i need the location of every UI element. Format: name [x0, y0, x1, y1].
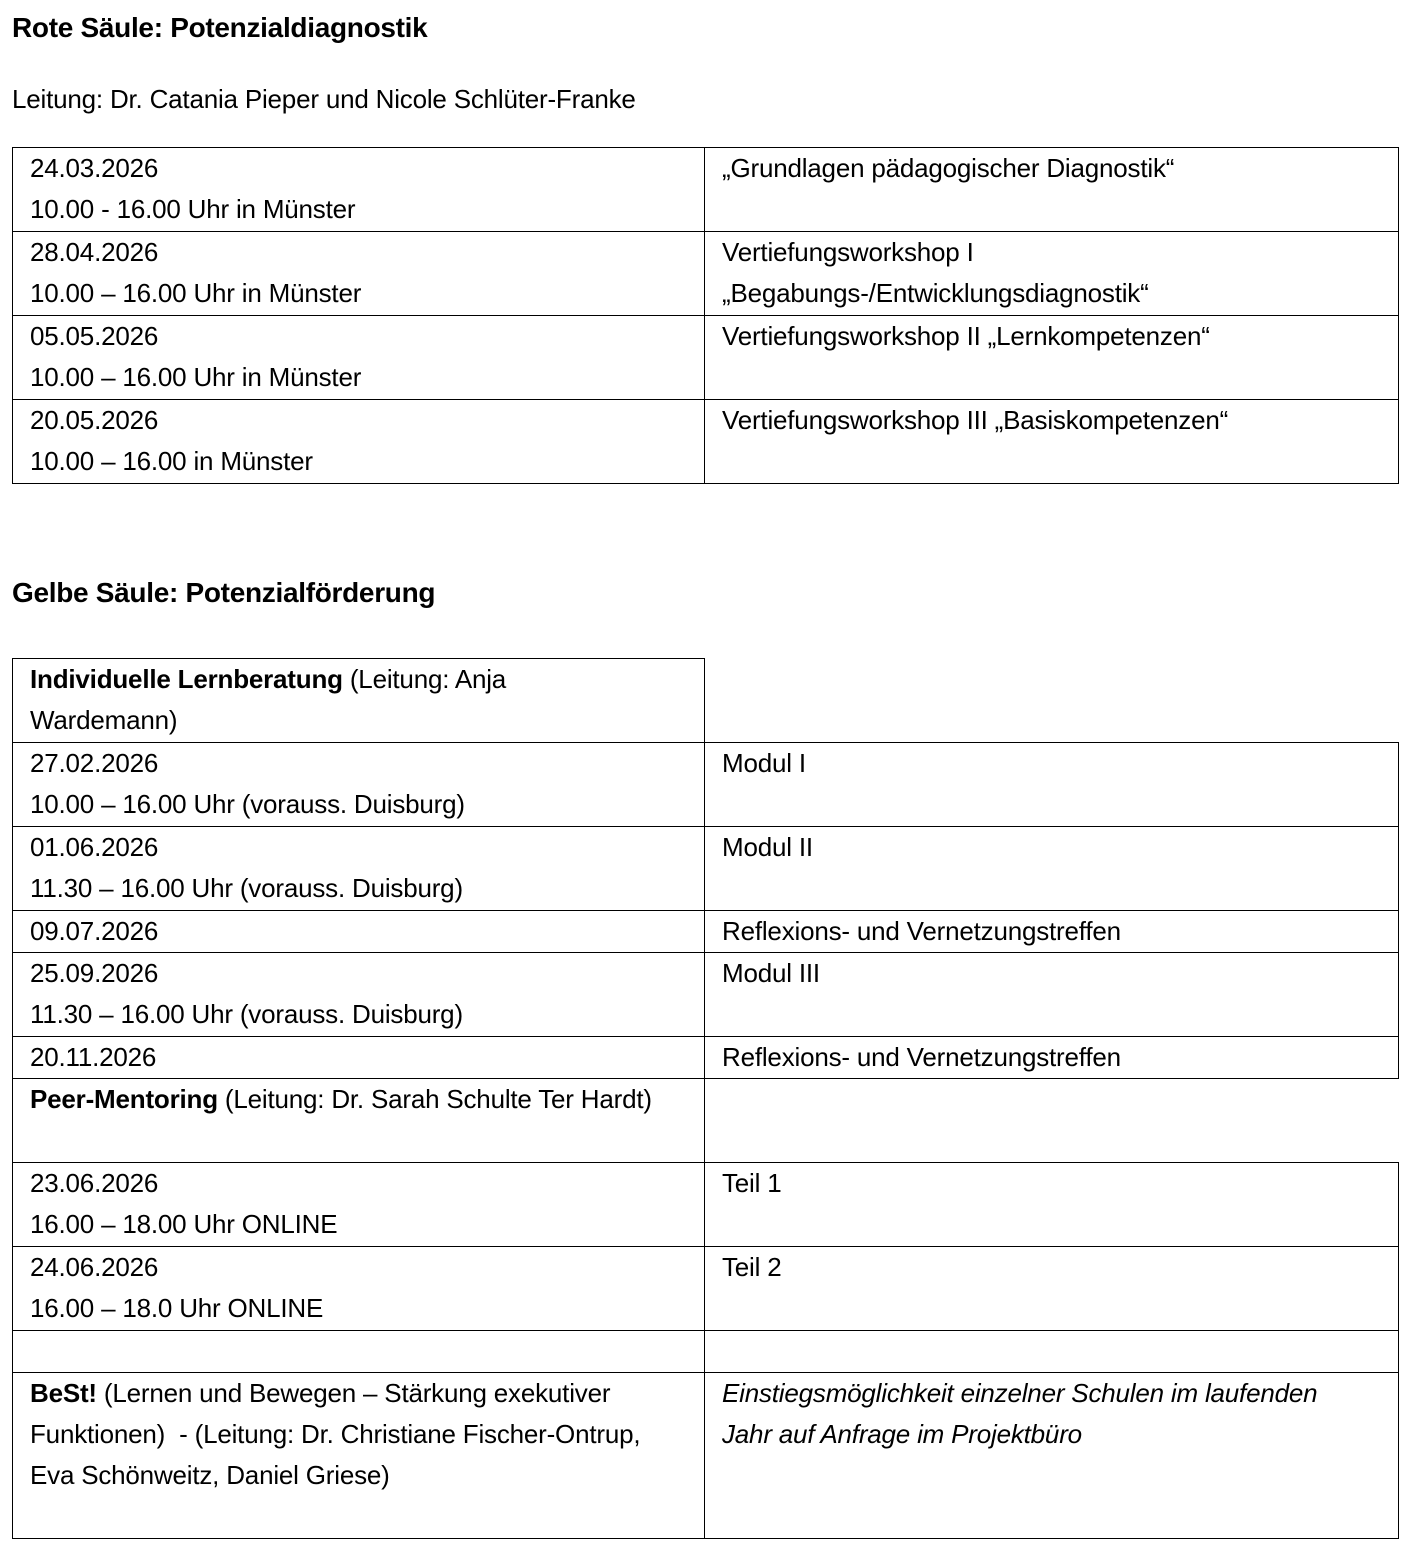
- event-time: 10.00 - 16.00 Uhr in Münster: [30, 194, 356, 224]
- event-date: 24.03.2026: [30, 153, 159, 183]
- section-header-row: [13, 659, 1399, 743]
- event-time: 10.00 – 16.00 Uhr in Münster: [30, 278, 362, 308]
- event-time: 11.30 – 16.00 Uhr (vorauss. Duisburg): [30, 999, 463, 1029]
- best-note-cell: Einstiegsmöglichkeit einzelner Schulen im laufenden Jahr auf Anfrage im Projektbüro: [705, 1373, 1399, 1539]
- event-date: 25.09.2026: [30, 958, 159, 988]
- empty-cell: [705, 1331, 1399, 1373]
- table-row: [13, 743, 1399, 827]
- date-time-cell: [13, 1037, 705, 1079]
- section-name: Peer-Mentoring: [30, 1084, 218, 1114]
- date-time-cell: [13, 953, 705, 1037]
- event-date: 24.06.2026: [30, 1252, 159, 1282]
- section-header-cell: [13, 659, 705, 743]
- best-row: [13, 1373, 1399, 1539]
- event-time: 10.00 – 16.00 in Münster: [30, 446, 313, 476]
- date-time-cell: [13, 743, 705, 827]
- event-date: 20.05.2026: [30, 405, 159, 435]
- event-date: 01.06.2026: [30, 832, 159, 862]
- event-time: 16.00 – 18.00 Uhr ONLINE: [30, 1209, 338, 1239]
- gelbe-saeule-heading: Gelbe Säule: Potenzialförderung: [12, 577, 436, 608]
- topic-cell: Modul I: [705, 743, 1399, 827]
- table-row: [13, 232, 1399, 316]
- empty-cell: [705, 1079, 1399, 1163]
- event-date: 28.04.2026: [30, 237, 159, 267]
- event-date: 05.05.2026: [30, 321, 159, 351]
- topic-cell: Modul II: [705, 827, 1399, 911]
- table-row: [13, 1163, 1399, 1247]
- table-row: [13, 827, 1399, 911]
- table-row: [13, 400, 1399, 484]
- date-time-cell: [13, 827, 705, 911]
- table-row: [13, 148, 1399, 232]
- date-time-cell: [13, 1163, 705, 1247]
- event-date: 23.06.2026: [30, 1168, 159, 1198]
- topic-cell: Reflexions- und Vernetzungstreffen: [705, 911, 1399, 953]
- best-description-cell: [13, 1373, 705, 1539]
- table-row: [13, 953, 1399, 1037]
- date-time-cell: [13, 400, 705, 484]
- topic-cell: Modul III: [705, 953, 1399, 1037]
- empty-cell: [13, 1331, 705, 1373]
- date-time-cell: [13, 148, 705, 232]
- table-row: [13, 1037, 1399, 1079]
- empty-cell: [705, 659, 1399, 743]
- topic-cell: Teil 1: [705, 1163, 1399, 1247]
- empty-row: [13, 1331, 1399, 1373]
- event-time: 11.30 – 16.00 Uhr (vorauss. Duisburg): [30, 873, 463, 903]
- topic-cell: Teil 2: [705, 1247, 1399, 1331]
- event-date: 27.02.2026: [30, 748, 159, 778]
- section-leitung: (Leitung: Anja Wardemann): [30, 664, 507, 735]
- table-row: [13, 1247, 1399, 1331]
- event-time: 16.00 – 18.0 Uhr ONLINE: [30, 1293, 324, 1323]
- event-time: 10.00 – 16.00 Uhr in Münster: [30, 362, 362, 392]
- event-date: 20.11.2026: [30, 1042, 157, 1072]
- topic-cell: Vertiefungsworkshop I „Begabungs-/Entwicklungsdiagnostik“: [705, 232, 1399, 316]
- date-time-cell: [13, 911, 705, 953]
- date-time-cell: [13, 232, 705, 316]
- topic-cell: „Grundlagen pädagogischer Diagnostik“: [705, 148, 1399, 232]
- best-description: (Lernen und Bewegen – Stärkung exekutiver Funktionen) - (Leitung: Dr. Christiane Fischer-Ontrup, Eva Schönweitz, Daniel Griese): [30, 1378, 648, 1490]
- table-row: [13, 316, 1399, 400]
- rote-saeule-schedule-table: [12, 147, 1399, 484]
- rote-saeule-leitung: Leitung: Dr. Catania Pieper und Nicole Schlüter-Franke: [12, 84, 636, 114]
- event-date: 09.07.2026: [30, 916, 159, 946]
- rote-saeule-heading: Rote Säule: Potenzialdiagnostik: [12, 12, 428, 43]
- section-header-row: [13, 1079, 1399, 1163]
- topic-cell: Vertiefungsworkshop III „Basiskompetenzen“: [705, 400, 1399, 484]
- gelbe-saeule-schedule-table: [12, 658, 1399, 1539]
- date-time-cell: [13, 1247, 705, 1331]
- topic-cell: Vertiefungsworkshop II „Lernkompetenzen“: [705, 316, 1399, 400]
- section-leitung: (Leitung: Dr. Sarah Schulte Ter Hardt): [217, 1084, 652, 1114]
- table-row: [13, 911, 1399, 953]
- section-name: Individuelle Lernberatung: [30, 664, 343, 694]
- topic-cell: Reflexions- und Vernetzungstreffen: [705, 1037, 1399, 1079]
- best-name: BeSt!: [30, 1378, 97, 1408]
- section-header-cell: [13, 1079, 705, 1163]
- date-time-cell: [13, 316, 705, 400]
- event-time: 10.00 – 16.00 Uhr (vorauss. Duisburg): [30, 789, 465, 819]
